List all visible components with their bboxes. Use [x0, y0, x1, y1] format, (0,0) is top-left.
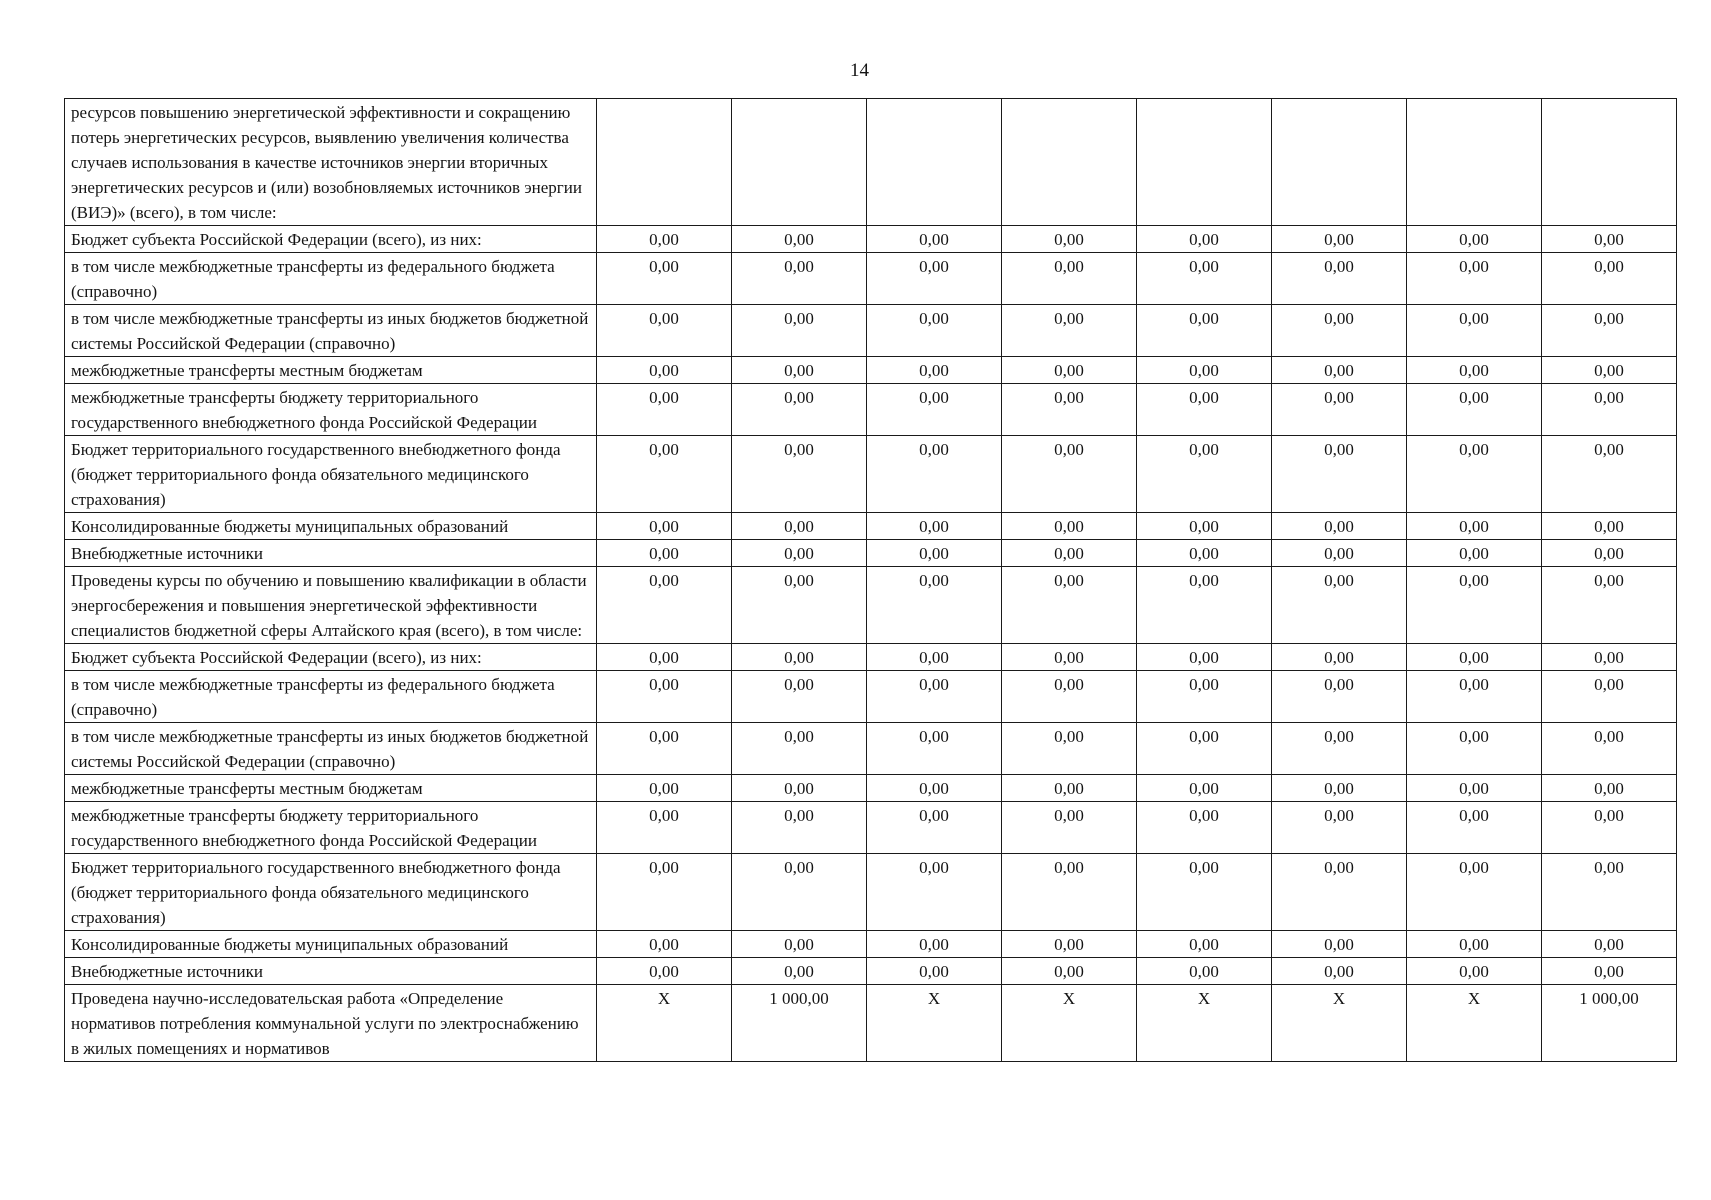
row-label: межбюджетные трансферты бюджету территориального государственного внебюджетного фонда Российской Федерации — [65, 802, 597, 854]
row-label: в том числе межбюджетные трансферты из иных бюджетов бюджетной системы Российской Федерации (справочно) — [65, 305, 597, 357]
table-row — [65, 567, 1677, 644]
value-cell: 0,00 — [1002, 253, 1137, 305]
value-cell: 0,00 — [1002, 513, 1137, 540]
row-label: в том числе межбюджетные трансферты из иных бюджетов бюджетной системы Российской Федерации (справочно) — [65, 723, 597, 775]
value-cell: 0,00 — [597, 931, 732, 958]
value-cell — [1137, 99, 1272, 226]
value-cell: 0,00 — [1137, 436, 1272, 513]
value-cell: 0,00 — [867, 436, 1002, 513]
value-cell: 0,00 — [1002, 854, 1137, 931]
value-cell: 0,00 — [1137, 305, 1272, 357]
value-cell: 0,00 — [867, 775, 1002, 802]
value-cell: 0,00 — [1542, 253, 1677, 305]
value-cell: 0,00 — [1272, 305, 1407, 357]
value-cell: 0,00 — [1407, 802, 1542, 854]
value-cell: 0,00 — [597, 540, 732, 567]
value-cell: X — [597, 985, 732, 1062]
row-label: Консолидированные бюджеты муниципальных образований — [65, 513, 597, 540]
row-label: Консолидированные бюджеты муниципальных образований — [65, 931, 597, 958]
value-cell: 0,00 — [1407, 226, 1542, 253]
value-cell: 0,00 — [732, 723, 867, 775]
table-row — [65, 854, 1677, 931]
value-cell: 0,00 — [732, 671, 867, 723]
value-cell: X — [1407, 985, 1542, 1062]
value-cell: 0,00 — [732, 854, 867, 931]
value-cell: 0,00 — [1272, 226, 1407, 253]
value-cell: 0,00 — [1137, 567, 1272, 644]
value-cell: 0,00 — [1272, 671, 1407, 723]
value-cell: 0,00 — [1002, 305, 1137, 357]
value-cell: 0,00 — [597, 384, 732, 436]
value-cell: 0,00 — [1137, 357, 1272, 384]
value-cell: 0,00 — [1002, 436, 1137, 513]
value-cell: 0,00 — [867, 644, 1002, 671]
value-cell: 0,00 — [1137, 775, 1272, 802]
value-cell: 0,00 — [1542, 357, 1677, 384]
value-cell: 0,00 — [1542, 644, 1677, 671]
value-cell: 0,00 — [732, 384, 867, 436]
value-cell: 0,00 — [597, 802, 732, 854]
value-cell: 0,00 — [1407, 723, 1542, 775]
value-cell: 0,00 — [1002, 226, 1137, 253]
value-cell — [597, 99, 732, 226]
value-cell: 0,00 — [1002, 567, 1137, 644]
value-cell: 0,00 — [1542, 567, 1677, 644]
value-cell: 0,00 — [1002, 644, 1137, 671]
table-row — [65, 775, 1677, 802]
value-cell: 0,00 — [1137, 723, 1272, 775]
value-cell: 0,00 — [1272, 384, 1407, 436]
value-cell: 0,00 — [1542, 540, 1677, 567]
value-cell: 0,00 — [1272, 723, 1407, 775]
value-cell: 0,00 — [732, 644, 867, 671]
value-cell: 0,00 — [732, 513, 867, 540]
value-cell: 0,00 — [867, 931, 1002, 958]
table-row — [65, 723, 1677, 775]
value-cell: 0,00 — [1002, 802, 1137, 854]
value-cell: 0,00 — [1272, 253, 1407, 305]
value-cell: 0,00 — [1407, 384, 1542, 436]
value-cell: 0,00 — [597, 775, 732, 802]
value-cell: 0,00 — [597, 644, 732, 671]
row-label: Бюджет территориального государственного внебюджетного фонда (бюджет территориального фонда обязательного медицинского страхования) — [65, 436, 597, 513]
value-cell: 0,00 — [597, 253, 732, 305]
row-label: межбюджетные трансферты местным бюджетам — [65, 357, 597, 384]
value-cell: 0,00 — [1272, 775, 1407, 802]
value-cell: 0,00 — [1542, 384, 1677, 436]
row-label: Бюджет территориального государственного внебюджетного фонда (бюджет территориального фонда обязательного медицинского страхования) — [65, 854, 597, 931]
value-cell: 0,00 — [1407, 567, 1542, 644]
row-label: Бюджет субъекта Российской Федерации (всего), из них: — [65, 644, 597, 671]
value-cell: 0,00 — [1407, 671, 1542, 723]
value-cell: 0,00 — [597, 723, 732, 775]
table-row — [65, 253, 1677, 305]
value-cell: 0,00 — [732, 357, 867, 384]
value-cell: 0,00 — [597, 671, 732, 723]
value-cell: 0,00 — [867, 854, 1002, 931]
value-cell: 0,00 — [1272, 436, 1407, 513]
value-cell: 0,00 — [1407, 540, 1542, 567]
value-cell: 0,00 — [1407, 436, 1542, 513]
value-cell: 0,00 — [1272, 958, 1407, 985]
value-cell: 0,00 — [1407, 357, 1542, 384]
value-cell: 0,00 — [1002, 357, 1137, 384]
table-body — [65, 99, 1677, 1062]
value-cell: 0,00 — [1137, 802, 1272, 854]
row-label: Проведена научно-исследовательская работа «Определение нормативов потребления коммунальной услуги по электроснабжению в жилых помещениях и нормативов — [65, 985, 597, 1062]
value-cell: 0,00 — [1542, 226, 1677, 253]
value-cell: 0,00 — [1407, 644, 1542, 671]
value-cell: 0,00 — [1272, 802, 1407, 854]
value-cell: 0,00 — [1002, 671, 1137, 723]
value-cell: 0,00 — [1137, 958, 1272, 985]
page-number: 14 — [850, 60, 869, 81]
value-cell: 0,00 — [597, 854, 732, 931]
budget-table — [64, 98, 1677, 1062]
value-cell: 0,00 — [867, 384, 1002, 436]
row-label: Проведены курсы по обучению и повышению квалификации в области энергосбережения и повышения энергетической эффективности специалистов бюджетной сферы Алтайского края (всего), в том числе: — [65, 567, 597, 644]
value-cell: 0,00 — [732, 253, 867, 305]
value-cell: 0,00 — [1542, 958, 1677, 985]
row-label: ресурсов повышению энергетической эффективности и сокращению потерь энергетических ресурсов, выявлению увеличения количества случаев использования в качестве источников энергии вторичных энергетических ресурсов и (или) возобновляемых источников энергии (ВИЭ)» (всего), в том числе: — [65, 99, 597, 226]
value-cell: 0,00 — [732, 958, 867, 985]
table-row — [65, 384, 1677, 436]
value-cell: 1 000,00 — [732, 985, 867, 1062]
value-cell: 0,00 — [1272, 567, 1407, 644]
value-cell: 0,00 — [1137, 253, 1272, 305]
value-cell: 0,00 — [732, 802, 867, 854]
value-cell: 0,00 — [597, 567, 732, 644]
value-cell: 0,00 — [1542, 802, 1677, 854]
value-cell: 0,00 — [1407, 931, 1542, 958]
table-row — [65, 357, 1677, 384]
value-cell: 0,00 — [1407, 513, 1542, 540]
table-row — [65, 540, 1677, 567]
value-cell: 0,00 — [597, 513, 732, 540]
value-cell: 0,00 — [1002, 775, 1137, 802]
value-cell: 0,00 — [1272, 513, 1407, 540]
value-cell: 0,00 — [867, 540, 1002, 567]
value-cell — [867, 99, 1002, 226]
value-cell: 0,00 — [1002, 931, 1137, 958]
table-row — [65, 958, 1677, 985]
value-cell: X — [1002, 985, 1137, 1062]
value-cell: 0,00 — [1137, 540, 1272, 567]
value-cell: 0,00 — [1137, 513, 1272, 540]
value-cell: 0,00 — [1002, 958, 1137, 985]
value-cell: X — [867, 985, 1002, 1062]
row-label: Внебюджетные источники — [65, 540, 597, 567]
value-cell — [1407, 99, 1542, 226]
value-cell: 0,00 — [867, 226, 1002, 253]
value-cell: 0,00 — [1272, 854, 1407, 931]
value-cell: 0,00 — [1272, 540, 1407, 567]
value-cell: 0,00 — [1542, 513, 1677, 540]
value-cell: 0,00 — [867, 802, 1002, 854]
row-label: в том числе межбюджетные трансферты из федерального бюджета (справочно) — [65, 671, 597, 723]
value-cell: 0,00 — [867, 305, 1002, 357]
value-cell: 0,00 — [1407, 775, 1542, 802]
value-cell — [732, 99, 867, 226]
value-cell: 0,00 — [867, 253, 1002, 305]
value-cell: 0,00 — [1137, 931, 1272, 958]
value-cell: 0,00 — [867, 357, 1002, 384]
table-row — [65, 644, 1677, 671]
value-cell: 0,00 — [867, 723, 1002, 775]
row-label: Бюджет субъекта Российской Федерации (всего), из них: — [65, 226, 597, 253]
value-cell: 0,00 — [732, 775, 867, 802]
value-cell: 0,00 — [732, 540, 867, 567]
table-row — [65, 436, 1677, 513]
value-cell: 0,00 — [732, 567, 867, 644]
value-cell: 0,00 — [597, 436, 732, 513]
value-cell: 0,00 — [1137, 226, 1272, 253]
value-cell: 0,00 — [1002, 540, 1137, 567]
value-cell: 0,00 — [1002, 384, 1137, 436]
value-cell: 0,00 — [1407, 854, 1542, 931]
value-cell — [1002, 99, 1137, 226]
value-cell: X — [1137, 985, 1272, 1062]
value-cell: 0,00 — [732, 436, 867, 513]
value-cell: 0,00 — [1137, 671, 1272, 723]
value-cell: 0,00 — [1542, 671, 1677, 723]
value-cell: 0,00 — [597, 958, 732, 985]
table-row — [65, 305, 1677, 357]
table-row — [65, 99, 1677, 226]
value-cell: 0,00 — [1137, 644, 1272, 671]
value-cell: 0,00 — [1272, 644, 1407, 671]
value-cell: 0,00 — [867, 567, 1002, 644]
value-cell: 0,00 — [867, 671, 1002, 723]
table-row — [65, 226, 1677, 253]
value-cell: 0,00 — [1137, 384, 1272, 436]
value-cell: 0,00 — [732, 226, 867, 253]
table-row — [65, 802, 1677, 854]
value-cell — [1542, 99, 1677, 226]
value-cell: 0,00 — [1272, 931, 1407, 958]
row-label: Внебюджетные источники — [65, 958, 597, 985]
value-cell: 0,00 — [1272, 357, 1407, 384]
value-cell: 0,00 — [1542, 305, 1677, 357]
table-row — [65, 671, 1677, 723]
value-cell: 0,00 — [1542, 775, 1677, 802]
value-cell: 0,00 — [597, 357, 732, 384]
value-cell: 0,00 — [1407, 305, 1542, 357]
value-cell: 0,00 — [1542, 436, 1677, 513]
value-cell: 0,00 — [1542, 723, 1677, 775]
value-cell: 0,00 — [1407, 958, 1542, 985]
value-cell: 0,00 — [1407, 253, 1542, 305]
table-row — [65, 931, 1677, 958]
value-cell: 0,00 — [1002, 723, 1137, 775]
value-cell — [1272, 99, 1407, 226]
value-cell: 0,00 — [1542, 854, 1677, 931]
row-label: межбюджетные трансферты местным бюджетам — [65, 775, 597, 802]
table-row — [65, 513, 1677, 540]
value-cell: 0,00 — [867, 513, 1002, 540]
value-cell: 0,00 — [732, 931, 867, 958]
value-cell: 0,00 — [1542, 931, 1677, 958]
value-cell: X — [1272, 985, 1407, 1062]
table-row — [65, 985, 1677, 1062]
row-label: межбюджетные трансферты бюджету территориального государственного внебюджетного фонда Российской Федерации — [65, 384, 597, 436]
value-cell: 0,00 — [597, 305, 732, 357]
value-cell: 1 000,00 — [1542, 985, 1677, 1062]
value-cell: 0,00 — [732, 305, 867, 357]
value-cell: 0,00 — [1137, 854, 1272, 931]
row-label: в том числе межбюджетные трансферты из федерального бюджета (справочно) — [65, 253, 597, 305]
value-cell: 0,00 — [867, 958, 1002, 985]
value-cell: 0,00 — [597, 226, 732, 253]
